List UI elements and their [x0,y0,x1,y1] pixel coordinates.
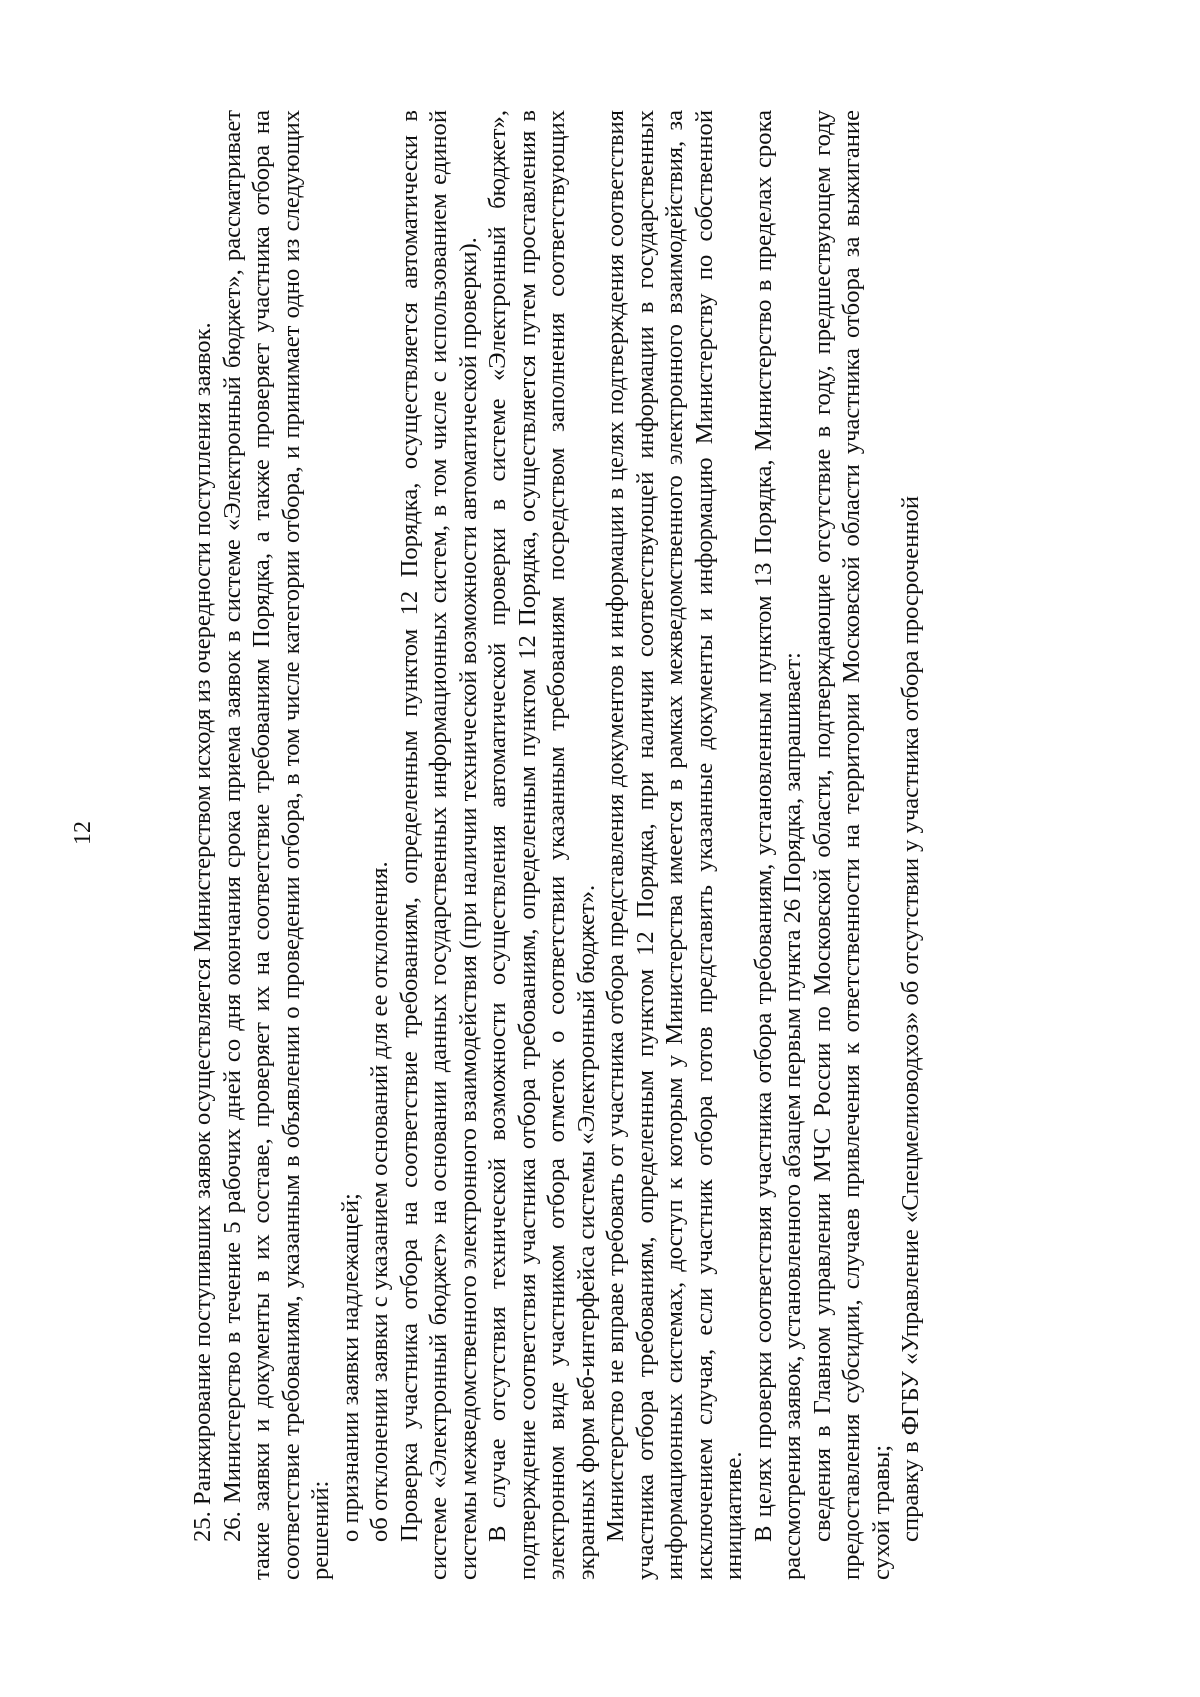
paragraph-spetsmeliovodkhoz: справку в ФГБУ «Управление «Спецмелиоводхоз» об отсутствии у участника отбора просроченной [897,496,924,1542]
paragraph-25: 25. Ранжирование поступивших заявок осуществляется Министерством исходя из очередности поступления заявок. [189,322,216,1542]
paragraph-point-13-check: В целях проверки соответствия участника отбора требованиям, установленным пунктом 13 Порядка, Министерство в пределах срока рассмотрения заявок, установленного абзацем первым пункта 26 Порядка, запрашивает: [749,110,806,1580]
decision-accept: о признании заявки надлежащей; [336,1193,364,1542]
paragraph-manual-check: В случае отсутствия технической возможности осуществления автоматической проверки в системе «Электронный бюджет», подтверждение соответствия участника отбора требованиям, определенным пунктом 12 Порядка, осуществляется путем проставления в электронном виде участником отбора отметок о соответствии указанным требованиям посредством заполнения соответствующих экранных форм веб-интерфейса системы «Электронный бюджет». [484,110,600,1580]
page-number: 12 [70,821,96,845]
paragraph-ministry-restriction: Министерство не вправе требовать от участника отбора представления документов и информации в целях подтверждения соответствия участника отбора требованиям, определенным пунктом 12 Порядка, при наличии соответствующей информации в государственных информационных системах, доступ к которым у Министерства имеется в рамках межведомственного электронного взаимодействия, за исключением случая, если участник отбора готов представить указанные документы и информацию Министерству по собственной инициативе. [602,110,747,1580]
decision-reject: об отклонении заявки с указанием оснований для ее отклонения. [366,861,393,1542]
document-body [188,110,1008,1580]
paragraph-26: 26. Министерство в течение 5 рабочих дней со дня окончания срока приема заявок в системе «Электронный бюджет», рассматривает такие заявки и документы в их составе, проверяет их на соответствие требованиям Порядка, а также проверяет участника отбора на соответствие требованиям, указанным в объявлении о проведении отбора, в том числе категории отбора, и принимает одно из следующих решений: [218,110,334,1580]
paragraph-mchs-info: сведения в Главном управлении МЧС России по Московской области, подтверждающие отсутствие в году, предшествующем году предоставления субсидии, случаев привлечения к ответственности на территории Московской области участника отбора за выжигание сухой травы; [808,110,895,1580]
paragraph-auto-check: Проверка участника отбора на соответствие требованиям, определенным пунктом 12 Порядка, осуществляется автоматически в системе «Электронный бюджет» на основании данных государственных информационных систем, в том числе с использованием единой системы межведомственного электронного взаимодействия (при наличии технической возможности автоматической проверки). [395,110,482,1580]
